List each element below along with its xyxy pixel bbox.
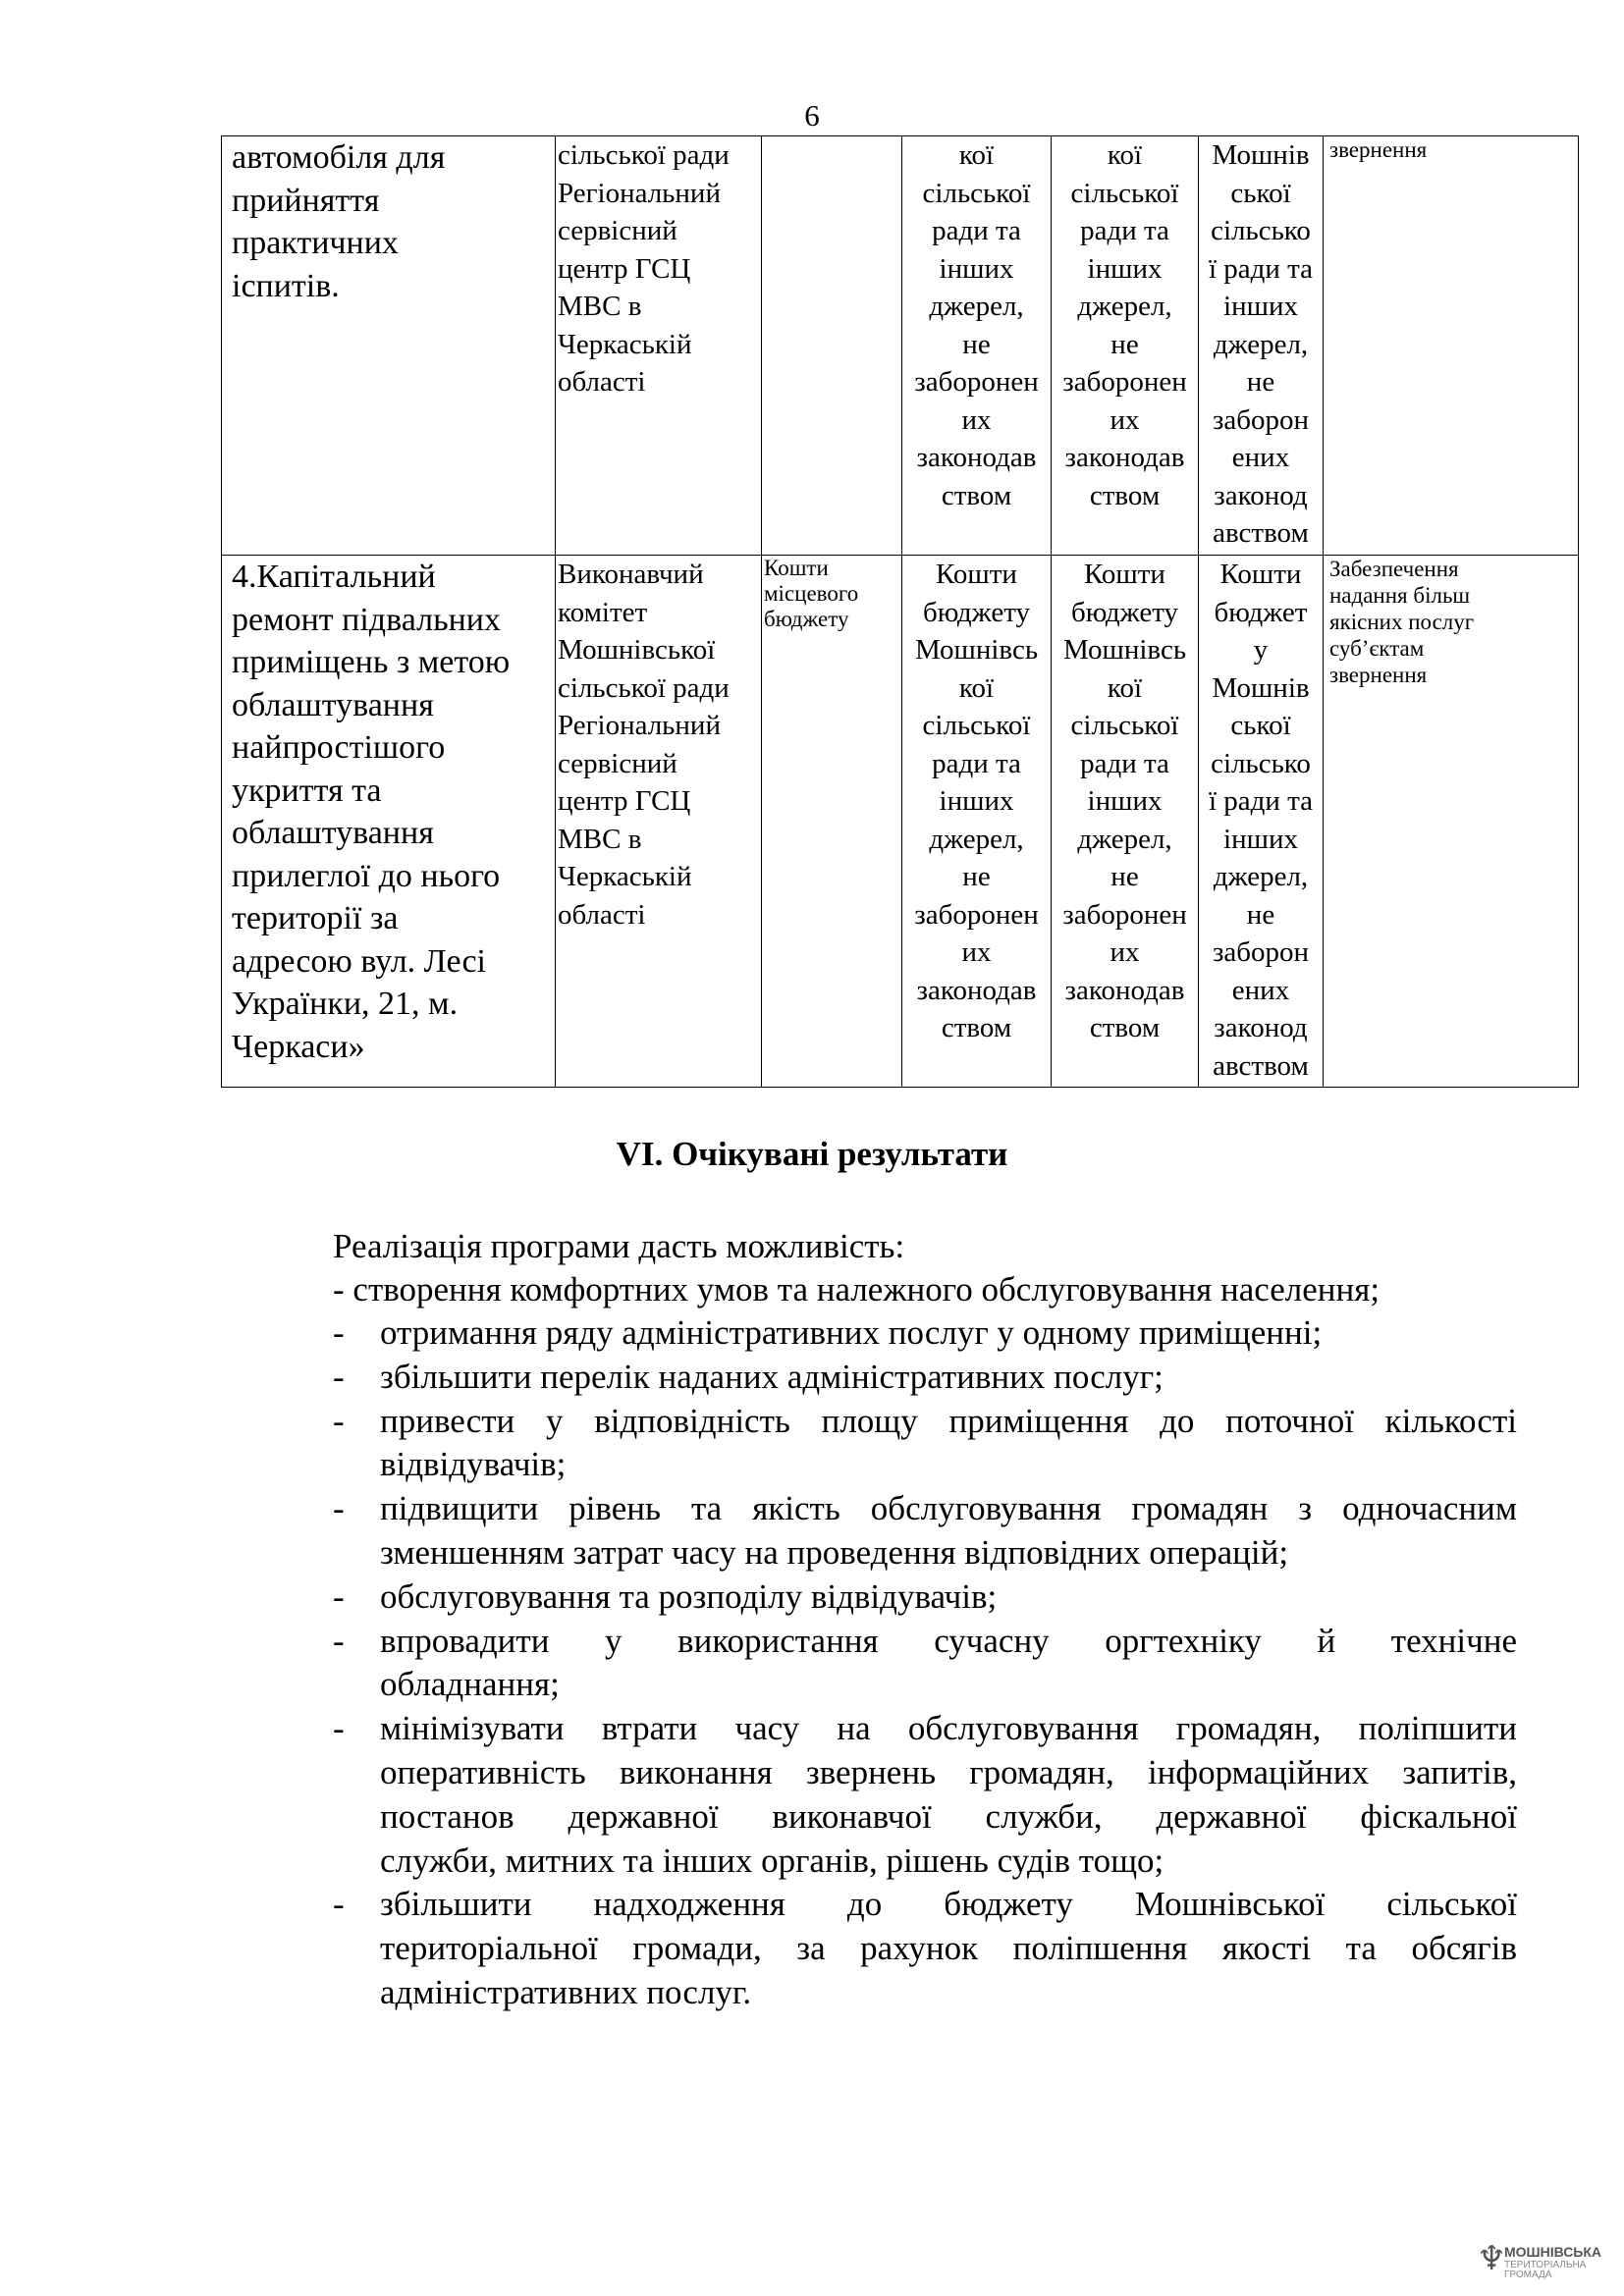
cell-line: сільської ради <box>558 139 730 171</box>
results-item <box>333 1400 1517 1488</box>
results-item-text <box>380 1400 1517 1488</box>
cell-line: бюджет <box>1214 596 1308 628</box>
cell-line: авством <box>1213 517 1309 549</box>
cell-line: надання більш <box>1329 583 1471 608</box>
cell-line: МВС в <box>558 291 642 322</box>
cell-line: укриття та <box>232 772 382 809</box>
cell-line: заборонен <box>914 366 1039 398</box>
cell-line: бюджету <box>1070 596 1179 628</box>
cell-line: законодав <box>1064 442 1185 473</box>
cell-line: області <box>558 898 646 931</box>
table-row-4 <box>222 556 1579 1088</box>
cell-line: законодав <box>916 442 1037 473</box>
cell-line: Забезпечення <box>1329 557 1459 581</box>
results-item-line: оперативність виконання звернень громадян, інформаційних запитів, <box>380 1752 1517 1791</box>
cell-line: Регіональний <box>558 710 721 741</box>
cell-line: сільсько <box>1211 747 1311 779</box>
cell-line: кої <box>958 139 995 171</box>
cell-line: Виконавчий <box>558 559 704 590</box>
results-item <box>333 1575 1517 1620</box>
section-title: VI. Очікувані результати <box>616 1135 1008 1173</box>
cell-line: Мошнів <box>1212 139 1310 171</box>
cell-line: законодав <box>1064 974 1185 1006</box>
trident-icon: ♆ <box>1477 2241 1507 2277</box>
cell-line: сервісний <box>558 747 677 779</box>
cell-line: не <box>962 861 991 892</box>
cell-line: сільської <box>922 177 1031 209</box>
cell-line: Мошнів <box>1212 671 1310 704</box>
cell-line: ством <box>941 1012 1012 1043</box>
cell-line: прилеглої до нього <box>232 857 501 894</box>
cell-line: суб’єктам <box>1329 636 1425 661</box>
cell-line: області <box>558 366 646 398</box>
cell-activity <box>222 556 556 1088</box>
cell-line: ської <box>1230 710 1291 741</box>
results-item-line: адміністративних послуг. <box>380 1972 752 2011</box>
results-item-line: збільшити надходження до бюджету Мошнівської сільської <box>380 1885 1517 1924</box>
cell-funding-year-1 <box>902 136 1052 556</box>
results-item-line: служби, митних та інших органів, рішень судів тощо; <box>380 1841 1164 1880</box>
results-item-dash: - <box>333 1313 345 1352</box>
cell-line: МВС в <box>558 823 642 855</box>
cell-line: Кошти <box>936 559 1017 590</box>
cell-line: Мошнівсь <box>914 634 1039 666</box>
results-item <box>333 1311 1517 1356</box>
results-item-dash: - <box>333 1357 345 1396</box>
cell-line: заборон <box>1212 936 1310 968</box>
cell-line: заборон <box>1212 403 1310 436</box>
results-item-line: обладнання; <box>380 1665 560 1704</box>
cell-line: ї ради та <box>1208 785 1314 817</box>
cell-line: ї ради та <box>1208 252 1314 285</box>
cell-line: інших <box>939 252 1014 285</box>
cell-line: кої <box>958 671 995 704</box>
cell-line: сільсько <box>1211 215 1311 246</box>
cell-executor <box>556 136 762 556</box>
results-item-dash: - <box>333 1401 345 1440</box>
cell-line: центр ГСЦ <box>558 252 691 285</box>
cell-line: практичних <box>232 225 399 261</box>
cell-line: кої <box>1107 671 1143 704</box>
cell-funding-year-2 <box>1052 556 1199 1088</box>
results-item-text <box>380 1311 1517 1356</box>
cell-line: якісних послуг <box>1329 610 1475 634</box>
cell-executor <box>556 556 762 1088</box>
results-item-text <box>380 1883 1517 2014</box>
cell-funding-year-3 <box>1199 556 1324 1088</box>
cell-line: законод <box>1214 479 1308 511</box>
cell-funding-source <box>762 136 902 556</box>
cell-line: Черкаській <box>558 861 692 892</box>
cell-line: облаштування <box>232 815 434 851</box>
cell-line: автомобіля для <box>232 139 446 176</box>
cell-line: центр ГСЦ <box>558 785 691 817</box>
cell-line: території за <box>232 900 399 936</box>
results-item-line: територіальної громади, за рахунок поліпшення якості та обсягів <box>380 1929 1517 1968</box>
results-item <box>333 1883 1517 2014</box>
cell-line: ради та <box>932 747 1021 779</box>
cell-line: авством <box>1213 1049 1309 1082</box>
cell-funding-year-1 <box>902 556 1052 1088</box>
cell-line: законодав <box>916 974 1037 1006</box>
cell-line: Кошти <box>764 556 829 580</box>
cell-line: джерел, <box>929 823 1024 855</box>
cell-line: сільської <box>1070 710 1179 741</box>
results-item-dash: - <box>333 1709 345 1748</box>
cell-line: джерел, <box>929 291 1024 322</box>
results-item-line: зменшенням затрат часу на проведення відповідних операцій; <box>380 1532 1289 1572</box>
cell-line: не <box>1110 328 1139 360</box>
cell-expected-result <box>1324 136 1579 556</box>
cell-line: джерел, <box>1077 823 1172 855</box>
results-item-line: обслуговування та розподілу відвідувачів; <box>380 1576 998 1616</box>
cell-line: законод <box>1214 1012 1308 1043</box>
cell-line: не <box>962 328 991 360</box>
cell-line: не <box>1246 366 1275 398</box>
cell-line: інших <box>939 785 1014 817</box>
logo-line-1: МОШНІВСЬКА <box>1504 2244 1602 2260</box>
results-list <box>333 1311 1517 2015</box>
program-activities-table <box>221 135 1579 1088</box>
results-item <box>333 1707 1517 1883</box>
cell-line: джерел, <box>1077 291 1172 322</box>
cell-line: найпростішого <box>232 729 446 766</box>
cell-funding-source <box>762 556 902 1088</box>
cell-line: комітет <box>558 596 648 628</box>
cell-line: кої <box>1107 139 1143 171</box>
cell-line: ради та <box>1080 215 1169 246</box>
results-item-text <box>380 1356 1517 1400</box>
results-item-dash: - <box>333 1489 345 1528</box>
cell-line: джерел, <box>1213 861 1309 892</box>
cell-line: ених <box>1231 442 1290 473</box>
results-item-text <box>380 1487 1517 1575</box>
cell-line: ством <box>941 479 1012 511</box>
results-item-dash: - <box>333 1621 345 1660</box>
cell-line: місцевого <box>764 581 859 606</box>
cell-line: их <box>961 936 992 968</box>
results-item-line: отримання ряду адміністративних послуг у одному приміщенні; <box>380 1313 1323 1352</box>
cell-line: 4.Капітальний <box>232 559 436 595</box>
results-item <box>333 1620 1517 1708</box>
cell-line: ством <box>1089 479 1161 511</box>
logo-line-3: ГРОМАДА <box>1504 2269 1552 2280</box>
cell-line: сільської <box>922 710 1031 741</box>
cell-line: інших <box>1087 785 1163 817</box>
results-item-line: постанов державної виконавчої служби, державної фіскальної <box>380 1796 1517 1836</box>
cell-line: не <box>1246 898 1275 931</box>
results-item <box>333 1487 1517 1575</box>
cell-line: Мошнівсь <box>1062 634 1187 666</box>
results-item-line: мінімізувати втрати часу на обслуговування громадян, поліпшити <box>380 1709 1517 1748</box>
cell-line: ремонт підвальних <box>232 601 501 638</box>
results-item <box>333 1356 1517 1400</box>
cell-line: інших <box>1223 823 1298 855</box>
cell-line: Мошнівської <box>558 634 716 666</box>
cell-line: бюджету <box>922 596 1031 628</box>
results-item-line: підвищити рівень та якість обслуговування громадян з одночасним <box>380 1489 1517 1528</box>
results-intro: Реалізація програми дасть можливість: <box>333 1227 905 1265</box>
cell-line: их <box>1110 403 1140 436</box>
cell-line: Кошти <box>1219 559 1302 590</box>
cell-line: Черкаській <box>558 328 692 360</box>
cell-line: сервісний <box>558 215 677 246</box>
results-item-line: відвідувачів; <box>380 1445 567 1484</box>
cell-line: приміщень з метою <box>232 644 511 680</box>
cell-line: іспитів. <box>232 267 340 304</box>
logo-line-2: ТЕРИТОРІАЛЬНА <box>1504 2260 1587 2270</box>
results-item-dash: - <box>333 1885 345 1924</box>
cell-line: сільської ради <box>558 671 730 704</box>
cell-line: сільської <box>1070 177 1179 209</box>
cell-line: адресою вул. Лесі <box>232 942 486 980</box>
results-item-dash: - <box>333 1576 345 1616</box>
cell-line: Регіональний <box>558 177 721 209</box>
results-item-text <box>380 1707 1517 1883</box>
cell-line: прийняття <box>232 182 380 219</box>
cell-activity <box>222 136 556 556</box>
cell-line: ством <box>1089 1012 1161 1043</box>
cell-line: заборонен <box>1062 898 1187 931</box>
results-item-text <box>380 1575 1517 1620</box>
cell-line: Кошти <box>1084 559 1165 590</box>
results-item-text <box>380 1620 1517 1708</box>
cell-line: ених <box>1231 974 1290 1006</box>
page-number: 6 <box>804 98 820 133</box>
cell-expected-result <box>1324 556 1579 1088</box>
cell-funding-year-3 <box>1199 136 1324 556</box>
cell-line: Черкаси» <box>232 1028 365 1065</box>
cell-line: Українки, 21, м. <box>232 986 459 1022</box>
community-logo <box>1469 2238 1606 2281</box>
cell-line: облаштування <box>232 686 434 723</box>
table-row-continued <box>222 136 1579 556</box>
cell-line: заборонен <box>914 898 1039 931</box>
cell-line: ради та <box>932 215 1021 246</box>
cell-line: у <box>1253 634 1269 666</box>
cell-funding-year-2 <box>1052 136 1199 556</box>
cell-line: их <box>1110 936 1140 968</box>
cell-line: заборонен <box>1062 366 1187 398</box>
cell-line: інших <box>1223 291 1298 322</box>
cell-line: их <box>961 403 992 436</box>
results-item-line: збільшити перелік наданих адміністративних послуг; <box>380 1357 1164 1396</box>
results-item-line: привести у відповідність площу приміщення до поточної кількості <box>380 1401 1517 1440</box>
cell-line: звернення <box>1329 663 1428 687</box>
cell-line: джерел, <box>1213 328 1309 360</box>
cell-line: звернення <box>1329 137 1428 162</box>
cell-line: ради та <box>1080 747 1169 779</box>
cell-line: інших <box>1087 252 1163 285</box>
cell-line: не <box>1110 861 1139 892</box>
cell-line: бюджету <box>764 607 849 631</box>
results-item-line: впровадити у використання сучасну оргтехніку й технічне <box>380 1621 1517 1660</box>
cell-line: ської <box>1230 177 1291 209</box>
results-item-first: - створення комфортних умов та належного обслуговування населення; <box>333 1270 1380 1308</box>
expected-results <box>333 1225 1517 2015</box>
